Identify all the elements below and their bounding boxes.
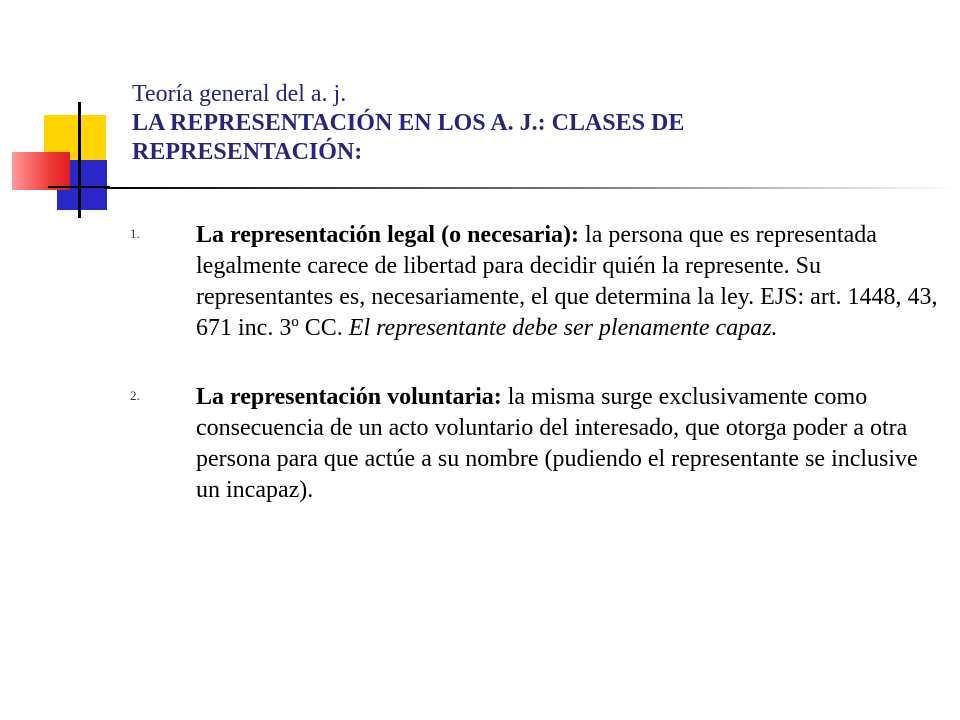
title-divider — [104, 187, 960, 189]
content-list — [130, 220, 940, 506]
ornament-red-block — [12, 152, 70, 190]
item-text: la persona que es representada legalmente carece de libertad para decidir quién la represente. Su representantes es, necesariamente, el que determina la ley. EJS: art. 1448, 43, 671 inc. 3º CC. — [196, 222, 938, 341]
item-heading: La representación voluntaria: — [196, 384, 502, 410]
ornament-horizontal-line — [48, 186, 110, 188]
item-emphasis: El representante debe ser plenamente capaz. — [348, 315, 778, 341]
list-number: 1. — [130, 226, 140, 241]
title-line-2: LA REPRESENTACIÓN EN LOS A. J.: CLASES DE REPRESENTACIÓN: — [132, 110, 685, 165]
item-heading: La representación legal (o necesaria): — [196, 222, 580, 248]
list-item-legal — [130, 220, 940, 344]
item-text: la misma surge exclusivamente como consecuencia de un acto voluntario del interesado, que otorga poder a otra persona para que actúe a su nombre (pudiendo el representante se inclusive un incapaz). — [196, 384, 918, 503]
list-number: 2. — [130, 388, 140, 403]
list-item-voluntaria — [130, 382, 940, 506]
title-line-1: Teoría general del a. j. — [132, 81, 347, 107]
slide-title — [132, 80, 912, 167]
corner-ornament — [0, 0, 140, 230]
ornament-vertical-line — [78, 102, 81, 218]
